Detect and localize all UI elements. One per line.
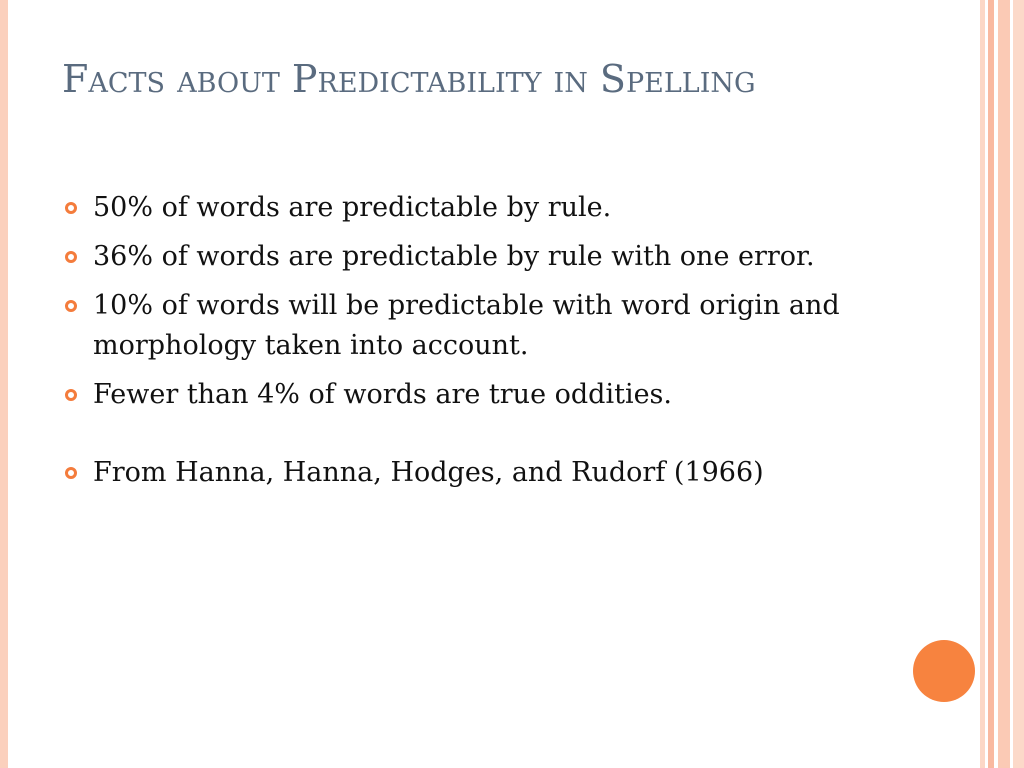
right-border-band [1013,0,1024,768]
left-border-strip [0,0,8,768]
slide-title: Facts about Predictability in Spelling [62,57,756,101]
right-border-band [998,0,1010,768]
bullet-ring-icon [65,202,77,214]
bullet-item [64,286,904,366]
bullet-item-citation [64,453,904,493]
bullet-ring-icon [65,467,77,479]
bullet-text: 36% of words are predictable by rule with one error. [93,241,815,272]
bullet-ring-icon [65,389,77,401]
bullet-ring-icon [65,300,77,312]
bullet-text: Fewer than 4% of words are true oddities. [93,379,672,410]
bullet-item [64,375,904,415]
bullet-text: 50% of words are predictable by rule. [93,192,612,223]
bullet-item [64,188,904,228]
bullet-text: 10% of words will be predictable with word origin and morphology taken into account. [93,290,840,361]
bullet-list [64,188,904,502]
bullet-ring-icon [65,251,77,263]
bullet-item [64,237,904,277]
citation-text: From Hanna, Hanna, Hodges, and Rudorf (1966) [93,457,764,488]
decorative-circle-icon [913,640,975,702]
